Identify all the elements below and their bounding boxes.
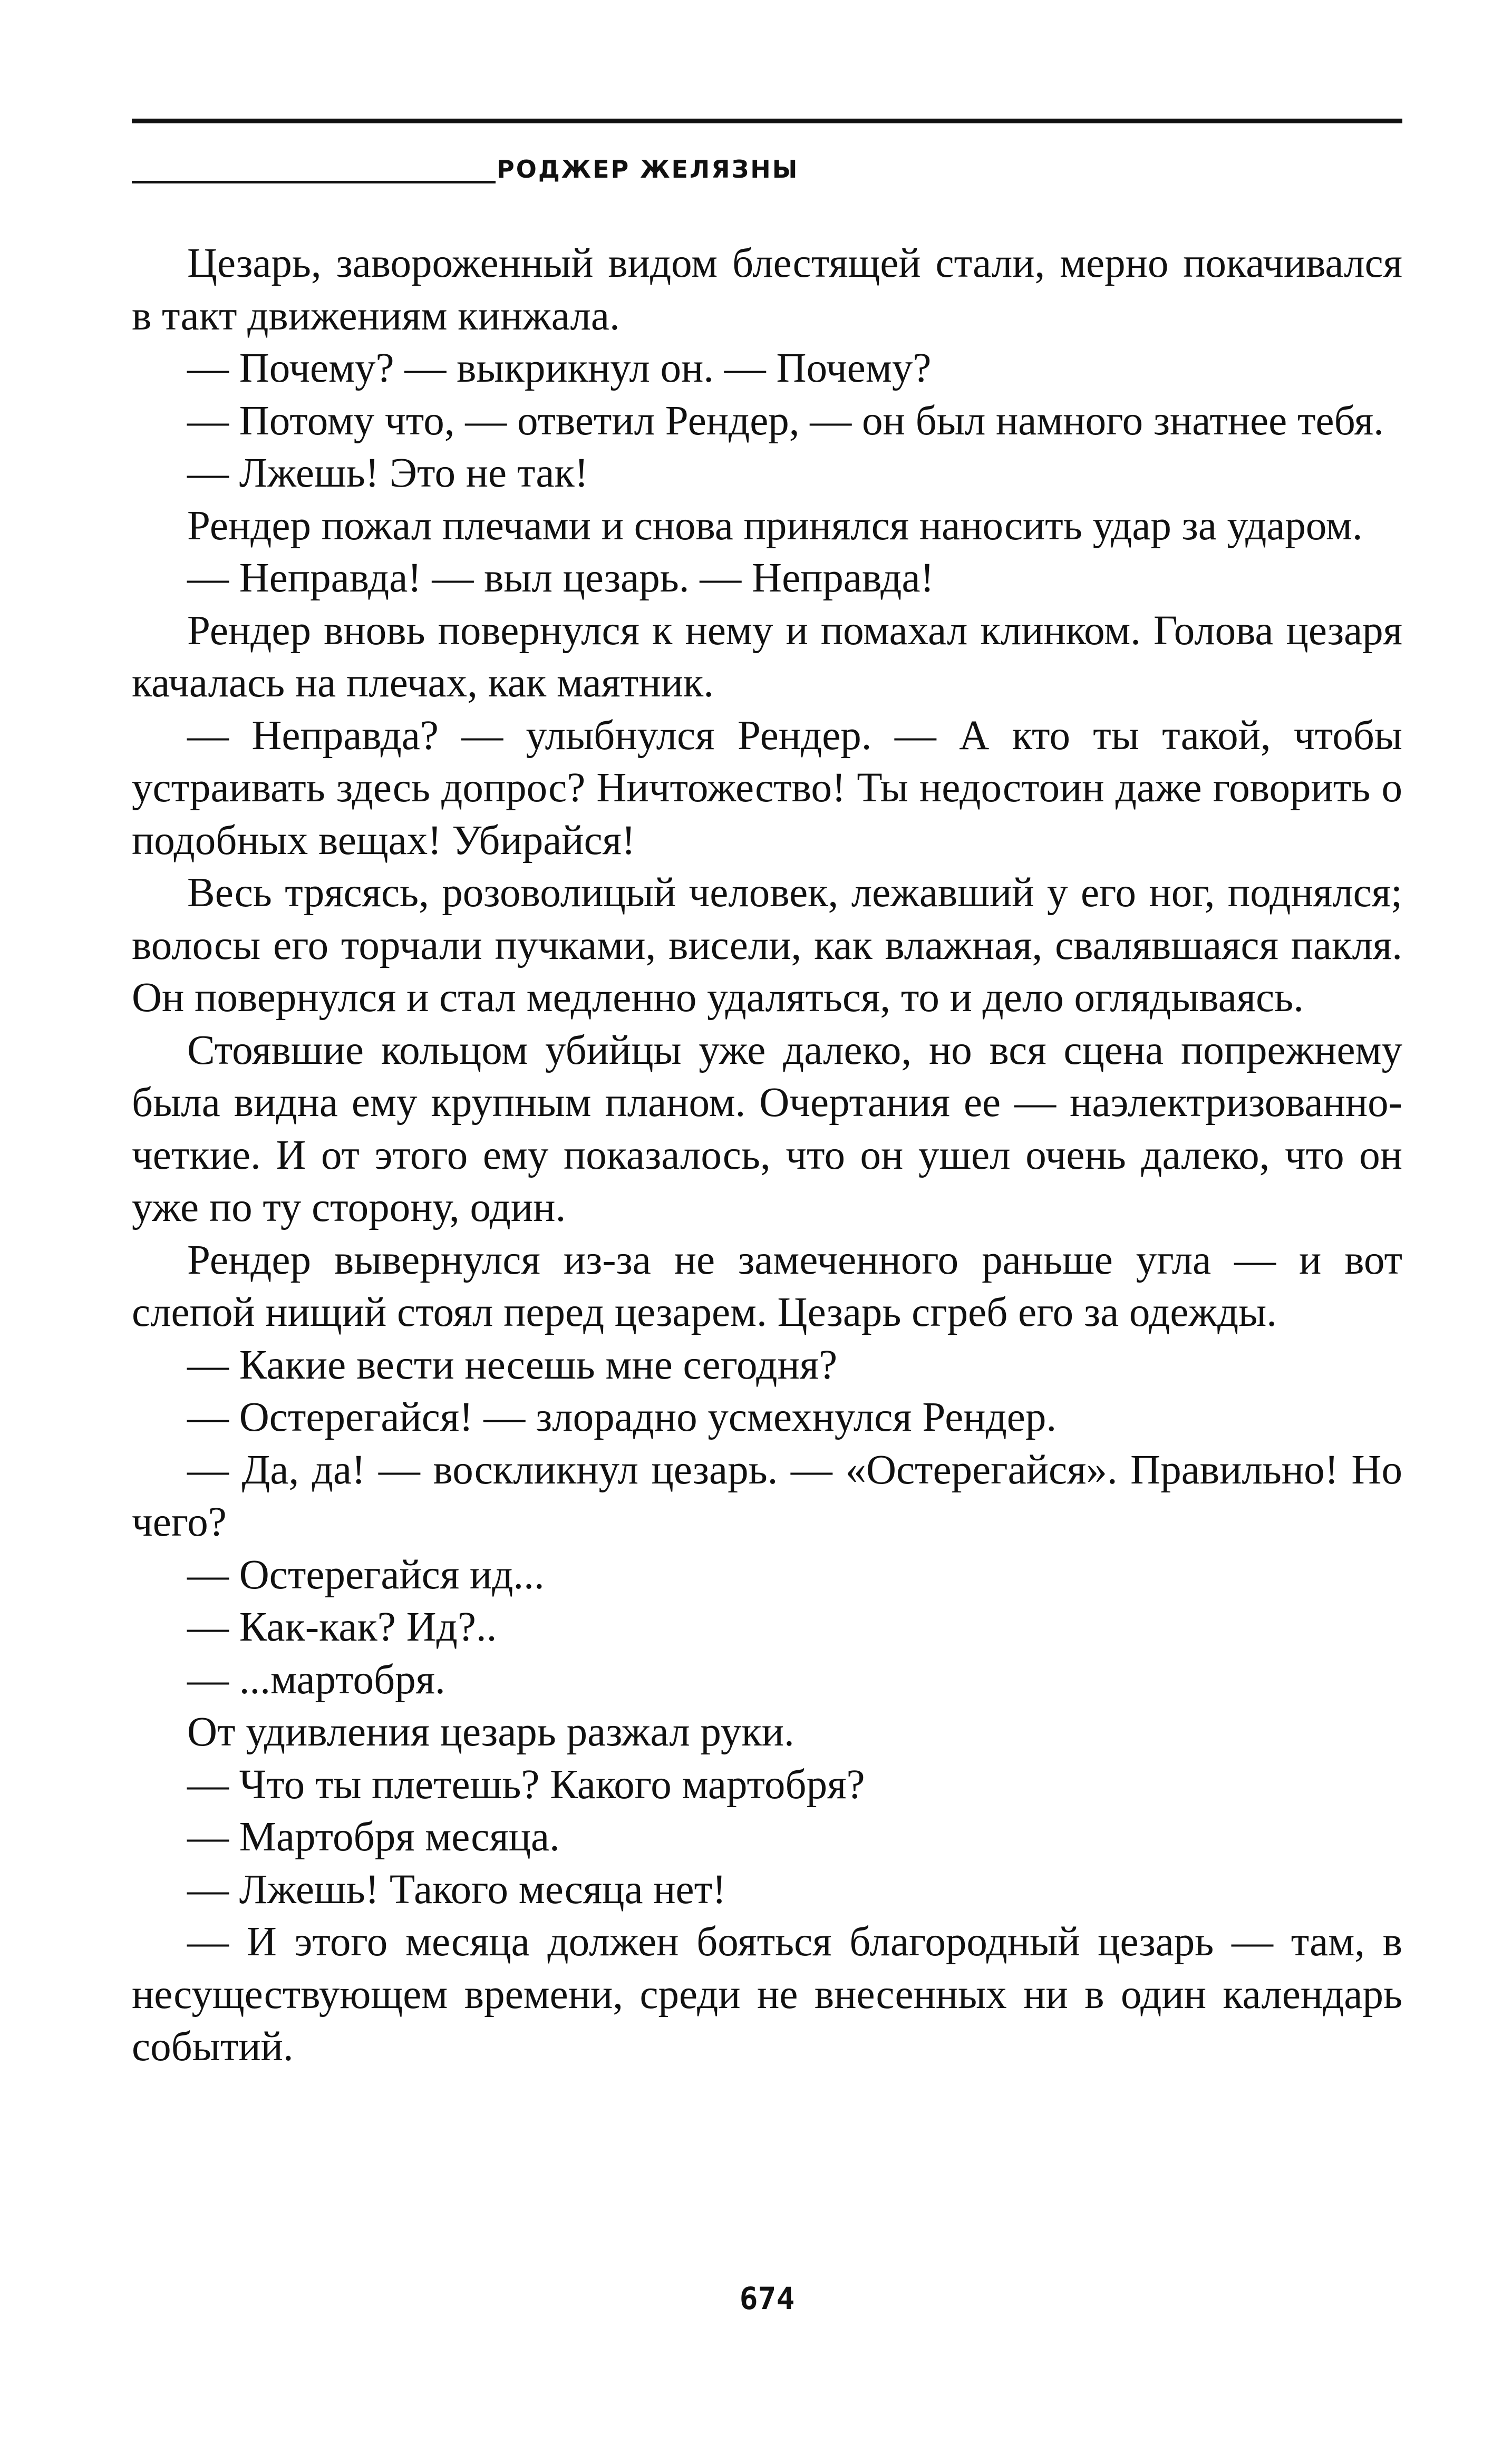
book-page xyxy=(132,119,1402,2385)
paragraph: Рендер вывернулся из-за не замеченного раньше угла — и вот слепой нищий стоял перед цезарем. Цезарь сгреб его за одежды. xyxy=(132,1237,1402,1335)
paragraph: — Почему? — выкрикнул он. — Почему? xyxy=(187,345,932,391)
paragraph: — Какие вести несешь мне сегодня? xyxy=(187,1342,838,1388)
page-number: 674 xyxy=(739,2281,795,2316)
paragraph: — Да, да! — воскликнул цезарь. — «Остерегайся». Правильно! Но чего? xyxy=(132,1447,1402,1545)
paragraph: — И этого месяца должен бояться благородный цезарь — там, в несуществующем времени, среди не внесенных ни в один календарь событий. xyxy=(132,1919,1402,2070)
paragraph: — Что ты плетешь? Какого мартобря? xyxy=(187,1761,865,1808)
paragraph: Цезарь, завороженный видом блестящей стали, мерно покачивался в такт движениям кинжала. xyxy=(132,240,1402,339)
body-text xyxy=(132,237,1402,2073)
paragraph: Рендер вновь повернулся к нему и помахал клинком. Голова цезаря качалась на плечах, как маятник. xyxy=(132,607,1402,706)
paragraph: Рендер пожал плечами и снова принялся наносить удар за ударом. xyxy=(187,502,1363,549)
paragraph: — Неправда! — выл цезарь. — Неправда! xyxy=(187,555,934,601)
paragraph: Стоявшие кольцом убийцы уже далеко, но вся сцена попрежнему была видна ему крупным планом. Очертания ее — наэлектризованно-четкие. И от этого ему показалось, что он ушел очень далеко, что он уже по ту сторону, один. xyxy=(132,1027,1402,1230)
paragraph: — Остерегайся ид... xyxy=(187,1551,545,1598)
paragraph: — Как-как? Ид?.. xyxy=(187,1604,497,1650)
running-head xyxy=(132,152,1402,195)
running-head-title: РОДЖЕР ЖЕЛЯЗНЫ xyxy=(497,155,799,183)
paragraph: — Остерегайся! — злорадно усмехнулся Рендер. xyxy=(187,1394,1057,1440)
paragraph: — ...мартобря. xyxy=(187,1656,445,1703)
paragraph: Весь трясясь, розоволицый человек, лежавший у его ног, поднялся; волосы его торчали пучками, висели, как влажная, свалявшаяся пакля. Он повернулся и стал медленно удаляться, то и дело оглядываясь. xyxy=(132,870,1402,1021)
paragraph: — Лжешь! Это не так! xyxy=(187,450,589,496)
paragraph: — Лжешь! Такого месяца нет! xyxy=(187,1866,726,1913)
paragraph: — Неправда? — улыбнулся Рендер. — А кто ты такой, чтобы устраивать здесь допрос? Ничтожество! Ты недостоин даже говорить о подобных вещах! Убирайся! xyxy=(132,712,1402,864)
paragraph: — Потому что, — ответил Рендер, — он был намного знатнее тебя. xyxy=(187,397,1384,444)
paragraph: От удивления цезарь разжал руки. xyxy=(187,1709,794,1755)
header-rule xyxy=(132,119,1402,123)
paragraph: — Мартобря месяца. xyxy=(187,1814,560,1860)
running-head-line xyxy=(132,181,496,183)
